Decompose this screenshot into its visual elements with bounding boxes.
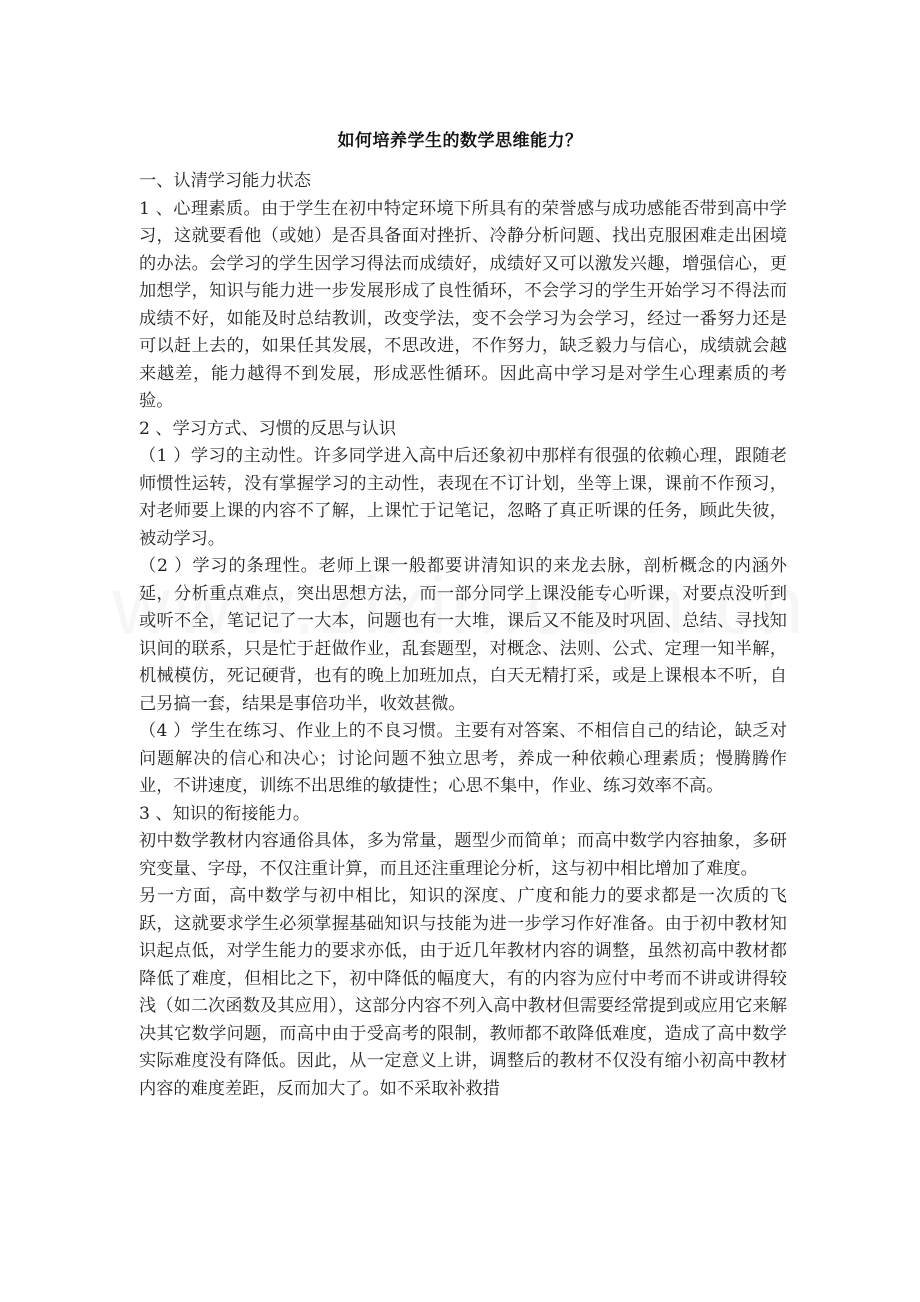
- document-body: [139, 168, 787, 1103]
- document-title: 如何培养学生的数学思维能力？: [337, 131, 583, 151]
- paragraph-junior-content: 初中数学教材内容通俗具体，多为常量，题型少而简单；而高中数学内容抽象，多研究变量、字母，不仅注重计算，而且还注重理论分析，这与初中相比增加了难度。: [139, 831, 787, 879]
- paragraph-senior-comparison: 另一方面，高中数学与初中相比，知识的深度、广度和能力的要求都是一次质的飞跃，这就要求学生必须掌握基础知识与技能为进一步学习作好准备。由于初中教材知识起点低，对学生能力的要求亦低，由于近几年教材内容的调整，虽然初高中教材都降低了难度，但相比之下，初中降低的幅度大，有的内容为应付中考而不讲或讲得较浅（如二次函数及其应用），这部分内容不列入高中教材但需要经常提到或应用它来解决其它数学问题，而高中由于受高考的限制，教师都不敢降低难度，造成了高中数学实际难度没有降低。因此，从一定意义上讲，调整后的教材不仅没有缩小初高中教材内容的难度差距，反而加大了。如不采取补救措: [139, 886, 787, 1099]
- paragraph-initiative: （1 ）学习的主动性。许多同学进入高中后还象初中那样有很强的依赖心理，跟随老师惯性运转，没有掌握学习的主动性，表现在不订计划，坐等上课，课前不作预习，对老师要上课的内容不了解，上课忙于记笔记，忽略了真正听课的任务，顾此失彼，被动学习。: [139, 446, 787, 549]
- paragraph-psychological-quality: 1 、心理素质。由于学生在初中特定环境下所具有的荣誉感与成功感能否带到高中学习，这就要看他（或她）是否具备面对挫折、冷静分析问题、找出克服困难走出困境的办法。会学习的学生因学习得法而成绩好，成绩好又可以激发兴趣，增强信心，更加想学，知识与能力进一步发展形成了良性循环，不会学习的学生开始学习不得法而成绩不好，如能及时总结教训，改变学法，变不会学习为会学习，经过一番努力还是可以赶上去的，如果任其发展，不思改进，不作努力，缺乏毅力与信心，成绩就会越来越差，能力越得不到发展，形成恶性循环。因此高中学习是对学生心理素质的考验。: [139, 198, 787, 411]
- section-heading-2: 2 、学习方式、习惯的反思与认识: [139, 418, 397, 439]
- paragraph-organization: （2 ）学习的条理性。老师上课一般都要讲清知识的来龙去脉，剖析概念的内涵外延，分析重点难点，突出思想方法，而一部分同学上课没能专心听课，对要点没听到或听不全，笔记记了一大本，问题也有一大堆，课后又不能及时巩固、总结、寻找知识间的联系，只是忙于赶做作业，乱套题型，对概念、法则、公式、定理一知半解，机械模仿，死记硬背，也有的晚上加班加点，白天无精打采，或是上课根本不听，自己另搞一套，结果是事倍功半，收效甚微。: [139, 556, 787, 714]
- paragraph-bad-habits: （4 ）学生在练习、作业上的不良习惯。主要有对答案、不相信自己的结论，缺乏对问题解决的信心和决心；讨论问题不独立思考，养成一种依赖心理素质；慢腾腾作业，不讲速度，训练不出思维的敏捷性；心思不集中，作业、练习效率不高。: [139, 721, 787, 796]
- section-heading-3: 3 、知识的衔接能力。: [139, 803, 311, 824]
- section-heading-1: 一、认清学习能力状态: [139, 171, 311, 191]
